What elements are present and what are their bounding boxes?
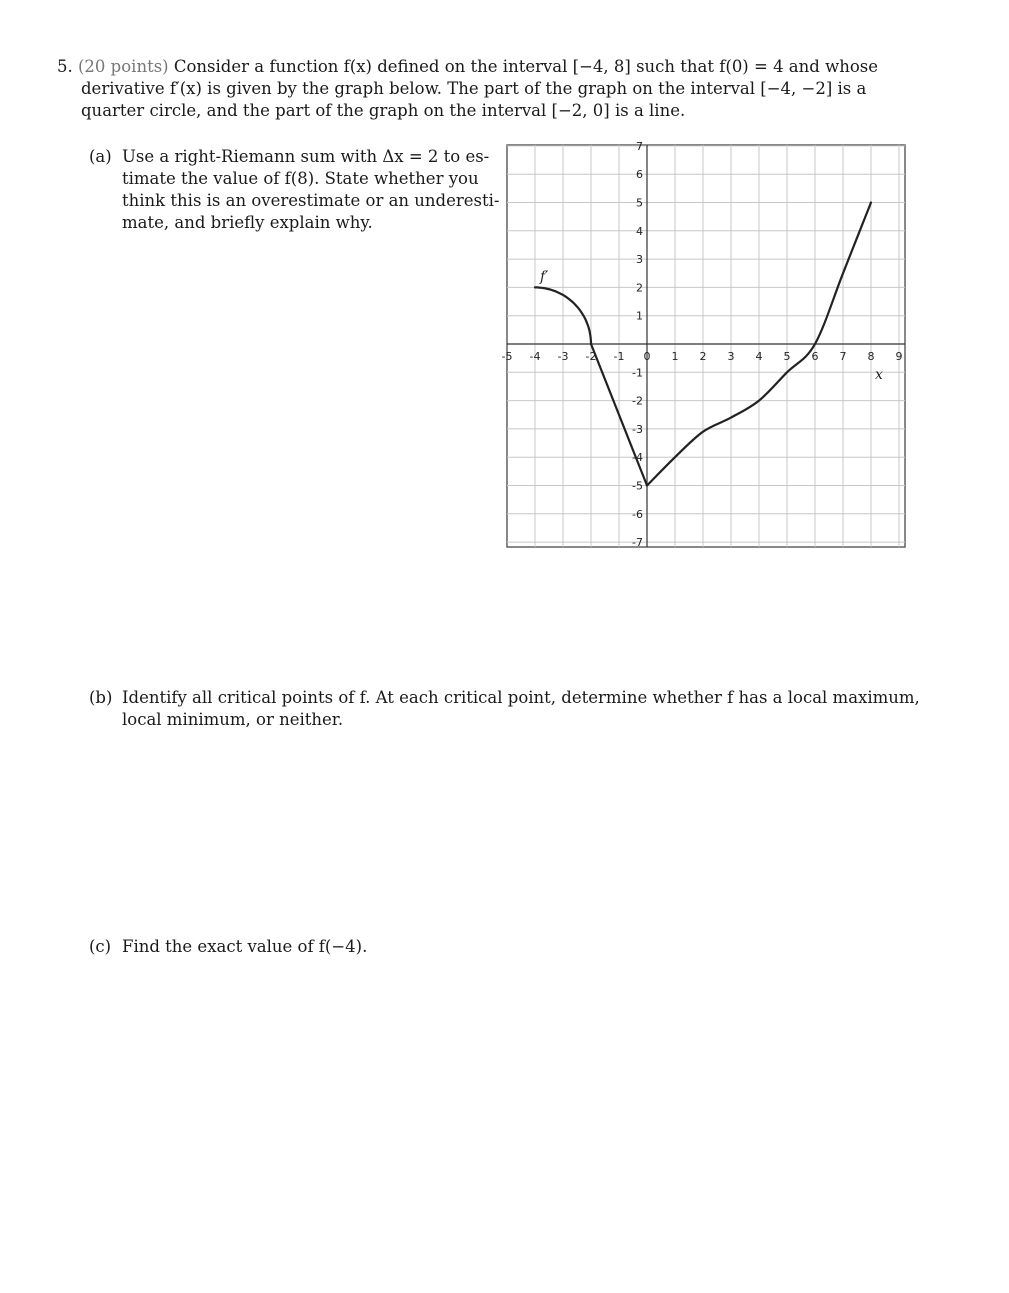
graph-grid [507,145,905,550]
y-tick-label: -4 [632,451,643,465]
graph-frame [507,145,905,550]
problem-points: (20 points) [78,57,169,76]
problem-text-1: Consider a function f(x) defined on the interval [−4, 8] such that f(0) = 4 and whose [173,57,878,76]
x-tick-label: 1 [671,350,679,363]
part-c-label: (c) [89,937,112,956]
problem-text-3: quarter circle, and the part of the graph on the interval [−2, 0] is a line. [81,101,686,120]
x-tick-label: 2 [699,350,707,363]
y-tick-label: 2 [636,281,643,295]
y-tick-label: -3 [632,422,643,436]
problem-text-2: derivative f′(x) is given by the graph below. The part of the graph on the interval [−4, −2] is a [81,79,867,98]
y-tick-label: 1 [636,309,643,323]
part-b-line-2: local minimum, or neither. [122,710,344,729]
y-tick-label: 3 [636,253,643,267]
y-tick-label: -2 [632,394,643,408]
part-a-line-2: timate the value of f(8). State whether you [122,169,479,188]
curve-label: f′ [540,269,549,285]
part-b-label: (b) [89,688,113,707]
x-tick-label: -5 [501,350,513,363]
x-tick-label: 4 [755,350,763,363]
y-tick-label: 5 [636,196,643,210]
x-tick-label: 9 [895,350,903,363]
y-tick-label: -5 [632,479,643,493]
x-tick-label: 0 [643,350,651,363]
x-tick-label: 7 [839,350,847,363]
x-tick-label: 6 [811,350,819,363]
problem-number: 5. [57,57,73,76]
x-tick-label: 5 [783,350,791,363]
part-c-line-1: Find the exact value of f(−4). [122,937,368,956]
x-tick-label: -1 [613,350,625,363]
part-a-line-1: Use a right-Riemann sum with Δx = 2 to es- [122,147,490,166]
y-tick-label: -7 [632,536,643,550]
part-a-label: (a) [89,147,112,166]
part-a-line-4: mate, and briefly explain why. [122,213,373,232]
y-tick-label: -1 [632,366,643,380]
x-tick-label: -3 [557,350,569,363]
x-tick-label: 3 [727,350,735,363]
part-a-line-3: think this is an overestimate or an underesti- [122,191,500,210]
x-tick-label: 8 [867,350,875,363]
derivative-graph [0,0,1009,560]
x-axis-label: x [875,367,883,383]
y-tick-label: 7 [636,139,643,153]
x-tick-label: -2 [585,350,597,363]
y-tick-label: -6 [632,507,643,521]
graph-axes [507,145,905,550]
y-tick-label: 6 [636,168,643,182]
x-tick-label: -4 [529,350,541,363]
part-b-line-1: Identify all critical points of f. At each critical point, determine whether f has a local maximum, [122,688,920,707]
y-tick-label: 4 [636,224,643,238]
